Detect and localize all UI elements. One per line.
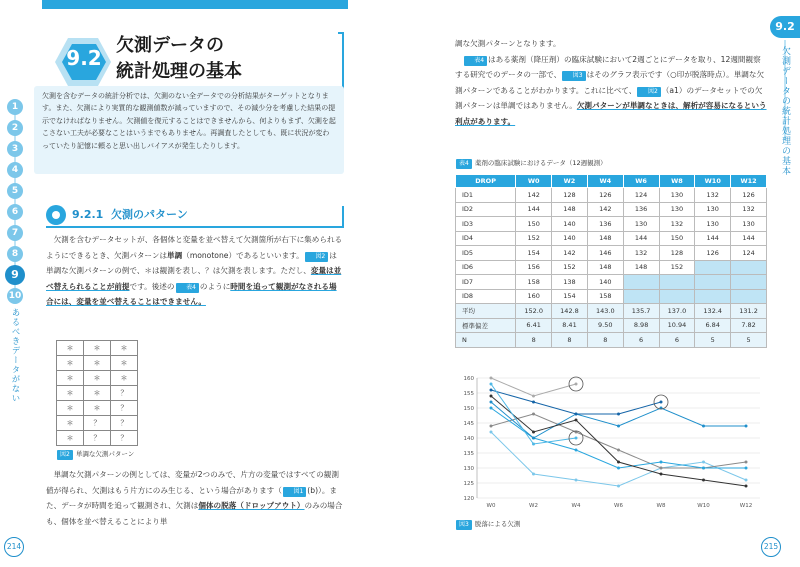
text-span: 欠測を含むデータセットが、各個体と変量を並べ替えて欠測箇所が右下に集められるようにできるとき、欠測パターンは: [46, 235, 343, 260]
clinical-data-table: [455, 174, 767, 348]
data-cell: 150: [659, 231, 695, 246]
data-point-id1: [745, 479, 748, 482]
series-line-id4: [491, 402, 746, 438]
chapter-tab-6[interactable]: 6: [7, 204, 23, 220]
data-cell: 144: [731, 231, 767, 246]
pattern-row: [57, 356, 138, 371]
data-cell: 130: [731, 217, 767, 232]
y-tick-label: 130: [463, 466, 474, 472]
emphasis-text: 変量は並べ替えられることが前提: [46, 266, 342, 291]
data-point-id7: [532, 443, 535, 446]
intro-box: 欠測を含むデータの統計分析では、欠測のない全データでの分析結果がターゲットとなります。また、欠測により実質的な観測値数が減っていますので、その減少分を考慮した結果の提示でなければなりません。欠測値を復元することはできませんから、何よりもまず、欠測を起こさない工夫が必要なことはいうまでもありません。再調査したとしても、既に状況が変わっていたり記憶に頼ると思い出しバイアスが発生したりします。: [34, 86, 344, 174]
data-cell: 126: [731, 188, 767, 203]
pattern-cell: ＊: [111, 356, 138, 371]
summary-cell: 132.4: [695, 304, 731, 319]
pattern-row: [57, 341, 138, 356]
summary-label: 標準偏差: [456, 318, 516, 333]
summary-cell: 143.0: [587, 304, 623, 319]
data-point-id8: [532, 395, 535, 398]
data-cell: [731, 260, 767, 275]
data-cell: 142: [516, 188, 552, 203]
section-number: 9.2: [66, 46, 102, 70]
data-point-id7: [575, 437, 578, 440]
line-chart: [455, 372, 767, 514]
data-cell: 126: [695, 246, 731, 261]
chapter-tab-3[interactable]: 3: [7, 141, 23, 157]
data-cell: [695, 289, 731, 304]
table-row: [456, 246, 767, 261]
data-cell: [695, 275, 731, 290]
x-tick-label: W8: [656, 503, 666, 509]
emphasis-text: 個体の脱落（ドロップアウト）: [198, 501, 305, 511]
emphasis-text: 欠測パターンが単調なときは、解析が容易になるという利点があります。: [455, 101, 767, 126]
pattern-cell: ＊: [84, 371, 111, 386]
summary-cell: 9.50: [587, 318, 623, 333]
data-cell: 130: [659, 188, 695, 203]
pattern-row: [57, 371, 138, 386]
data-cell: 130: [623, 217, 659, 232]
pattern-cell: ＊: [84, 341, 111, 356]
data-cell: 130: [659, 202, 695, 217]
data-cell: 140: [552, 231, 588, 246]
summary-cell: 6: [659, 333, 695, 348]
row-label: ID8: [456, 289, 516, 304]
data-cell: 142: [587, 202, 623, 217]
column-header: W10: [695, 175, 731, 188]
chapter-rail: [0, 0, 24, 567]
text-span: 単調な欠測パターンの例としては、変量が2つのみで、片方の変量ではすべての観測値が得られ、欠測はもう片方にのみ生じる、という場合があります（: [46, 470, 339, 495]
summary-cell: 5: [695, 333, 731, 348]
summary-cell: 135.7: [623, 304, 659, 319]
figure-ref-badge[interactable]: 図3: [562, 71, 585, 81]
summary-cell: 137.0: [659, 304, 695, 319]
text-span: (b)）。また、データが時間を追って観測され、欠測は: [46, 485, 338, 511]
pattern-cell: ？: [111, 386, 138, 401]
data-point-id4: [490, 401, 493, 404]
row-label: ID2: [456, 202, 516, 217]
pattern-cell: ＊: [57, 341, 84, 356]
page-number-right: 215: [761, 537, 781, 557]
data-point-id1: [575, 479, 578, 482]
table-caption-badge: 表4: [456, 159, 472, 169]
data-point-id6: [660, 401, 663, 404]
series-line-id6: [491, 390, 661, 414]
summary-label: 平均: [456, 304, 516, 319]
subsection-label: 欠測のパターン: [111, 208, 188, 221]
series-line-id1: [491, 432, 746, 486]
data-cell: [623, 275, 659, 290]
data-cell: [731, 275, 767, 290]
figure-caption-text: 単調な欠測パターン: [75, 450, 135, 458]
section-vertical-label: 欠測データの統計処理の基本: [780, 46, 790, 176]
row-label: ID1: [456, 188, 516, 203]
pattern-cell: ＊: [84, 386, 111, 401]
data-point-id1: [532, 473, 535, 476]
figure2-caption: [56, 449, 134, 460]
data-cell: 144: [516, 202, 552, 217]
data-point-id5: [745, 485, 748, 488]
data-cell: 144: [623, 231, 659, 246]
y-tick-label: 150: [463, 406, 474, 412]
data-point-id2: [617, 449, 620, 452]
x-tick-label: W10: [697, 503, 710, 509]
data-cell: 124: [731, 246, 767, 261]
table-row: [456, 231, 767, 246]
data-point-id3: [575, 449, 578, 452]
chapter-tab-10[interactable]: 10: [7, 288, 23, 304]
data-point-id4: [745, 425, 748, 428]
data-cell: 124: [623, 188, 659, 203]
column-header: W0: [516, 175, 552, 188]
row-label: ID6: [456, 260, 516, 275]
data-point-id3: [660, 461, 663, 464]
subsection-title: [72, 206, 188, 222]
data-cell: [623, 289, 659, 304]
section-bracket: [338, 32, 344, 90]
pattern-row: [57, 401, 138, 416]
data-point-id4: [617, 425, 620, 428]
data-cell: 136: [587, 217, 623, 232]
text-span: です。後述の: [129, 281, 175, 291]
data-cell: 154: [552, 289, 588, 304]
summary-cell: 142.8: [552, 304, 588, 319]
data-cell: 156: [516, 260, 552, 275]
chapter-tab-4[interactable]: 4: [7, 162, 23, 178]
data-point-id8: [490, 377, 493, 380]
top-color-band: [42, 0, 348, 9]
figure-caption-badge: 図2: [57, 450, 73, 460]
chapter-tab-9-active[interactable]: 9: [5, 265, 25, 285]
pattern-cell: ＊: [57, 401, 84, 416]
page-number-left: 214: [4, 537, 24, 557]
data-cell: [659, 275, 695, 290]
data-cell: 150: [516, 217, 552, 232]
column-header: W2: [552, 175, 588, 188]
data-point-id3: [490, 407, 493, 410]
chapter-tab-7[interactable]: 7: [7, 225, 23, 241]
data-point-id3: [617, 467, 620, 470]
column-header: W4: [587, 175, 623, 188]
summary-cell: 6.84: [695, 318, 731, 333]
pattern-row: [57, 386, 138, 401]
data-point-id6: [490, 389, 493, 392]
pattern-cell: ？: [111, 431, 138, 446]
text-span: は単調な欠測パターンの例で、＊は観測を表し、？は欠測を表します。ただし、: [46, 250, 337, 276]
summary-cell: 10.94: [659, 318, 695, 333]
right-paragraph: [455, 36, 767, 130]
data-cell: 152: [659, 260, 695, 275]
pattern-cell: ？: [111, 416, 138, 431]
data-cell: [731, 289, 767, 304]
text-span: （monotone）であるといいます。: [182, 250, 304, 260]
text-span: （a1）のデータセットでの欠測パターンは単調ではありません。: [455, 85, 763, 111]
data-point-id8: [575, 383, 578, 386]
data-cell: 140: [587, 275, 623, 290]
y-tick-label: 145: [463, 421, 474, 427]
data-cell: 142: [552, 246, 588, 261]
summary-row: [456, 304, 767, 319]
summary-cell: 8.41: [552, 318, 588, 333]
data-cell: 144: [695, 231, 731, 246]
data-cell: 146: [587, 246, 623, 261]
table-row: [456, 275, 767, 290]
data-point-id5: [660, 473, 663, 476]
text-span: はある薬剤（降圧剤）の臨床試験において2週ごとにデータを取り、12週間観察する研究でのデータの一部で、: [455, 54, 761, 80]
pattern-cell: ？: [111, 401, 138, 416]
row-label: ID4: [456, 231, 516, 246]
summary-cell: 8: [516, 333, 552, 348]
subsection-underline: [46, 226, 342, 228]
data-point-id5: [702, 479, 705, 482]
data-cell: 148: [587, 231, 623, 246]
section-title-line2: 統計処理の基本: [116, 61, 242, 82]
section-tab: 9.2: [770, 16, 800, 38]
table-ref-badge[interactable]: 表4: [176, 283, 199, 293]
data-point-id2: [490, 425, 493, 428]
pattern-cell: ＊: [57, 416, 84, 431]
pattern-cell: ＊: [111, 371, 138, 386]
figure-caption-text: 脱落による欠測: [474, 520, 521, 528]
data-cell: [659, 289, 695, 304]
table-row: [456, 188, 767, 203]
data-cell: 132: [695, 188, 731, 203]
data-point-id5: [617, 461, 620, 464]
x-tick-label: W2: [529, 503, 538, 509]
x-tick-label: W4: [571, 503, 581, 509]
data-cell: 148: [587, 260, 623, 275]
pattern-cell: ＊: [111, 341, 138, 356]
table-row: [456, 202, 767, 217]
chapter-vertical-label: あるべきデータがない: [10, 308, 20, 403]
data-point-id1: [617, 485, 620, 488]
data-cell: 148: [552, 202, 588, 217]
data-cell: 154: [516, 246, 552, 261]
data-point-id6: [532, 401, 535, 404]
table-caption-text: 薬剤の臨床試験におけるデータ（12週観測）: [474, 159, 607, 167]
y-tick-label: 135: [463, 451, 474, 457]
data-point-id6: [617, 413, 620, 416]
data-point-id5: [532, 431, 535, 434]
column-header: W12: [731, 175, 767, 188]
data-point-id2: [660, 467, 663, 470]
data-cell: 130: [695, 217, 731, 232]
pattern-cell: ＊: [57, 431, 84, 446]
summary-cell: 8: [587, 333, 623, 348]
text-span: のように: [199, 281, 231, 291]
column-header: DROP: [456, 175, 516, 188]
data-cell: 138: [552, 275, 588, 290]
data-point-id1: [490, 431, 493, 434]
y-tick-label: 160: [463, 376, 474, 382]
summary-cell: 152.0: [516, 304, 552, 319]
summary-label: N: [456, 333, 516, 348]
summary-cell: 131.2: [731, 304, 767, 319]
pattern-cell: ＊: [57, 386, 84, 401]
data-cell: 158: [587, 289, 623, 304]
figure-ref-badge[interactable]: 図1: [283, 487, 306, 497]
table4-caption: [455, 158, 607, 169]
data-point-id3: [702, 467, 705, 470]
data-cell: [695, 260, 731, 275]
data-point-id3: [745, 467, 748, 470]
chapter-tab-2[interactable]: 2: [7, 120, 23, 136]
data-point-id2: [532, 413, 535, 416]
data-cell: 126: [587, 188, 623, 203]
chapter-tab-8[interactable]: 8: [7, 246, 23, 262]
data-point-id4: [702, 425, 705, 428]
row-label: ID5: [456, 246, 516, 261]
chapter-tab-1[interactable]: 1: [7, 99, 23, 115]
data-point-id2: [745, 461, 748, 464]
data-cell: 148: [623, 260, 659, 275]
data-cell: 158: [516, 275, 552, 290]
data-cell: 128: [552, 188, 588, 203]
data-cell: 140: [552, 217, 588, 232]
row-label: ID7: [456, 275, 516, 290]
data-cell: 152: [552, 260, 588, 275]
data-cell: 132: [659, 217, 695, 232]
summary-cell: 8.98: [623, 318, 659, 333]
summary-cell: 8: [552, 333, 588, 348]
data-cell: 132: [731, 202, 767, 217]
figure-caption-badge: 図3: [456, 520, 472, 530]
chapter-tab-5[interactable]: 5: [7, 183, 23, 199]
pattern-cell: ？: [84, 431, 111, 446]
data-point-id5: [575, 419, 578, 422]
data-cell: 132: [623, 246, 659, 261]
pattern-cell: ＊: [84, 401, 111, 416]
text-line: 調な欠測パターンとなります。: [455, 39, 561, 48]
y-tick-label: 155: [463, 391, 474, 397]
data-point-id5: [490, 395, 493, 398]
left-paragraph-1: [46, 232, 344, 310]
summary-cell: 6.41: [516, 318, 552, 333]
table-ref-badge[interactable]: 表4: [464, 56, 487, 66]
subsection-bullet-inner: [52, 211, 60, 219]
summary-row: [456, 333, 767, 348]
row-label: ID3: [456, 217, 516, 232]
pattern-row: [57, 431, 138, 446]
data-cell: 130: [695, 202, 731, 217]
pattern-cell: ？: [84, 416, 111, 431]
data-point-id6: [575, 413, 578, 416]
x-tick-label: W6: [614, 503, 623, 509]
y-tick-label: 125: [463, 481, 474, 487]
bold-term-monotone: 単調: [167, 250, 183, 260]
data-cell: 136: [623, 202, 659, 217]
summary-cell: 7.82: [731, 318, 767, 333]
text-span: のみの場合も、個体を並べ替えることにより単: [46, 501, 343, 526]
table-row: [456, 217, 767, 232]
data-point-id1: [702, 461, 705, 464]
figure3-caption: [455, 519, 520, 530]
emphasis-text: 時間を追って観測がなされる場合には、変量を並べ替えることはできません。: [46, 281, 337, 307]
subsection-number: 9.2.1: [72, 208, 104, 221]
data-cell: 160: [516, 289, 552, 304]
column-header: W8: [659, 175, 695, 188]
pattern-cell: ＊: [57, 371, 84, 386]
section-title: [116, 33, 242, 85]
summary-cell: 6: [623, 333, 659, 348]
table-row: [456, 260, 767, 275]
y-tick-label: 140: [463, 436, 474, 442]
summary-row: [456, 318, 767, 333]
y-tick-label: 120: [463, 496, 474, 502]
x-tick-label: W12: [739, 503, 753, 509]
data-cell: 152: [516, 231, 552, 246]
monotone-pattern-table: [56, 340, 138, 446]
pattern-cell: ＊: [84, 356, 111, 371]
data-point-id7: [490, 383, 493, 386]
pattern-cell: ＊: [57, 356, 84, 371]
series-line-id5: [491, 396, 746, 486]
text-span: はそのグラフ表示です（○印が脱落時点）。単調な欠測パターンであることがわかります。これに比べて、: [455, 70, 765, 95]
figure-ref-badge[interactable]: 図2: [305, 252, 328, 262]
series-line-id2: [491, 414, 746, 468]
x-tick-label: W0: [486, 503, 496, 509]
section-title-line1: 欠測データの: [116, 35, 224, 56]
data-cell: 128: [659, 246, 695, 261]
column-header: W6: [623, 175, 659, 188]
summary-cell: 5: [731, 333, 767, 348]
figure-ref-badge[interactable]: 図2: [637, 87, 660, 97]
table-row: [456, 289, 767, 304]
data-point-id4: [532, 437, 535, 440]
right-paragraph-body: [455, 52, 767, 130]
pattern-row: [57, 416, 138, 431]
left-paragraph-2: [46, 467, 344, 529]
subsection-side-rule: [342, 206, 344, 228]
